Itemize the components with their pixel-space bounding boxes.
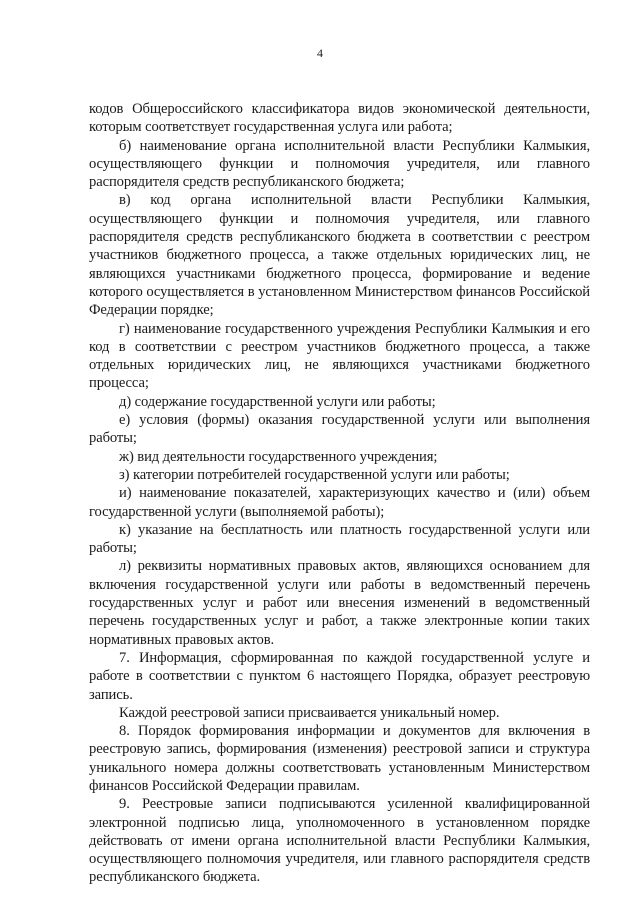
paragraph: е) условия (формы) оказания государственной услуги или выполнения работы; xyxy=(89,412,590,447)
paragraph: д) содержание государственной услуги или работы; xyxy=(119,393,436,410)
paragraph: к) указание на бесплатность или платность государственной услуги или работы; xyxy=(89,521,590,557)
paragraph: л) реквизиты нормативных правовых актов, являющихся основанием для включения государственной услуги или работы в ведомственный перечень государственных услуг и работ или внесения изменений в ведомственный перечень государственных услуг и работ, а также электронные копии таких нормативных правовых актов. xyxy=(89,558,590,648)
paragraph: ж) вид деятельности государственного учреждения; xyxy=(119,448,438,465)
page-number: 4 xyxy=(317,46,323,60)
paragraph: 8. Порядок формирования информации и документов для включения в реестровую запись, формирования (изменения) реестровой записи и структура уникального номера должны соответствовать установленным Министерством финансов Российской Федерации правилам. xyxy=(89,723,590,794)
paragraph: 7. Информация, сформированная по каждой государственной услуге и работе в соответствии с пунктом 6 настоящего Порядка, образует реестровую запись. xyxy=(89,649,590,703)
paragraph: Каждой реестровой записи присваивается уникальный номер. xyxy=(119,704,500,721)
paragraph: и) наименование показателей, характеризующих качество и (или) объем государственной услуги (выполняемой работы); xyxy=(89,485,590,520)
paragraph: г) наименование государственного учреждения Республики Калмыкия и его код в соответствии с реестром участников бюджетного процесса, а также отдельных юридических лиц, не являющихся участниками бюджетного процесса; xyxy=(89,320,590,392)
paragraph: кодов Общероссийского классификатора видов экономической деятельности, которым соответствует государственная услуга или работа; xyxy=(89,101,590,136)
document-body xyxy=(89,100,590,887)
paragraph: в) код органа исполнительной власти Республики Калмыкия, осуществляющего функции и полномочия учредителя, или главного распорядителя средств республиканского бюджета в соответствии с реестром участников бюджетного процесса, а также отдельных юридических лиц, не являющихся участниками бюджетного процесса, формирование и ведение которого осуществляется в установленном Министерством финансов Российской Федерации порядке; xyxy=(89,192,590,319)
paragraph: 9. Реестровые записи подписываются усиленной квалифицированной электронной подписью лица, уполномоченного в установленном порядке действовать от имени органа исполнительной власти Республики Калмыкия, осуществляющего полномочия учредителя, или главного распорядителя средств республиканского бюджета. xyxy=(89,796,590,886)
paragraph: з) категории потребителей государственной услуги или работы; xyxy=(119,466,510,483)
paragraph: б) наименование органа исполнительной власти Республики Калмыкия, осуществляющего функции и полномочия учредителя, или главного распорядителя средств республиканского бюджета; xyxy=(89,137,590,191)
